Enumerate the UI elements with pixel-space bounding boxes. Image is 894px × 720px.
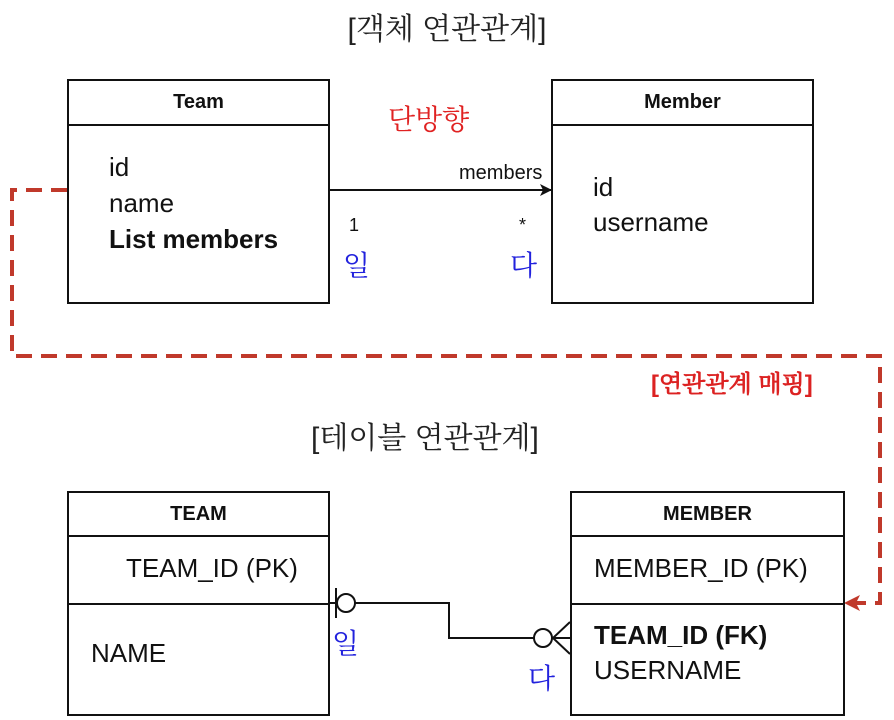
member-table-box: [570, 491, 845, 716]
erd-many-label: 다: [528, 663, 556, 694]
table-relation-title: [테이블 연관관계]: [311, 422, 539, 455]
member-table-pk: MEMBER_ID (PK): [594, 553, 808, 583]
erd-one-label: 일: [332, 628, 360, 659]
association-role-label: members: [459, 162, 543, 184]
member-class-box: [551, 79, 814, 304]
erd-one-circle: [337, 594, 355, 612]
member-class-header: Member: [553, 81, 812, 126]
team-table-divider: [69, 603, 328, 605]
source-korean-label: 일: [343, 250, 371, 281]
member-table-fk: TEAM_ID (FK): [594, 620, 768, 650]
erd-many-circle: [534, 629, 552, 647]
team-class-box: [67, 79, 330, 304]
team-attr-name: name: [109, 188, 175, 218]
mapping-label: [연관관계 매핑]: [651, 371, 813, 398]
team-attr-id: id: [109, 152, 130, 182]
source-multiplicity: 1: [349, 215, 360, 235]
team-class-header: Team: [69, 81, 328, 126]
team-table-box: [67, 491, 330, 716]
member-attr-id: id: [593, 172, 614, 202]
erd-relationship-line: [329, 603, 570, 638]
team-table-header: TEAM: [69, 493, 328, 537]
team-table-col-name: NAME: [91, 638, 167, 668]
object-relation-title: [객체 연관관계]: [347, 13, 547, 46]
direction-label: 단방향: [388, 104, 470, 135]
target-korean-label: 다: [510, 250, 538, 281]
member-table-divider: [572, 603, 843, 605]
team-attr-members: List members: [109, 224, 279, 254]
target-multiplicity: *: [519, 215, 527, 235]
member-table-col-username: USERNAME: [594, 655, 742, 685]
member-attr-username: username: [593, 207, 709, 237]
member-table-header: MEMBER: [572, 493, 843, 537]
team-table-pk: TEAM_ID (PK): [126, 553, 298, 583]
